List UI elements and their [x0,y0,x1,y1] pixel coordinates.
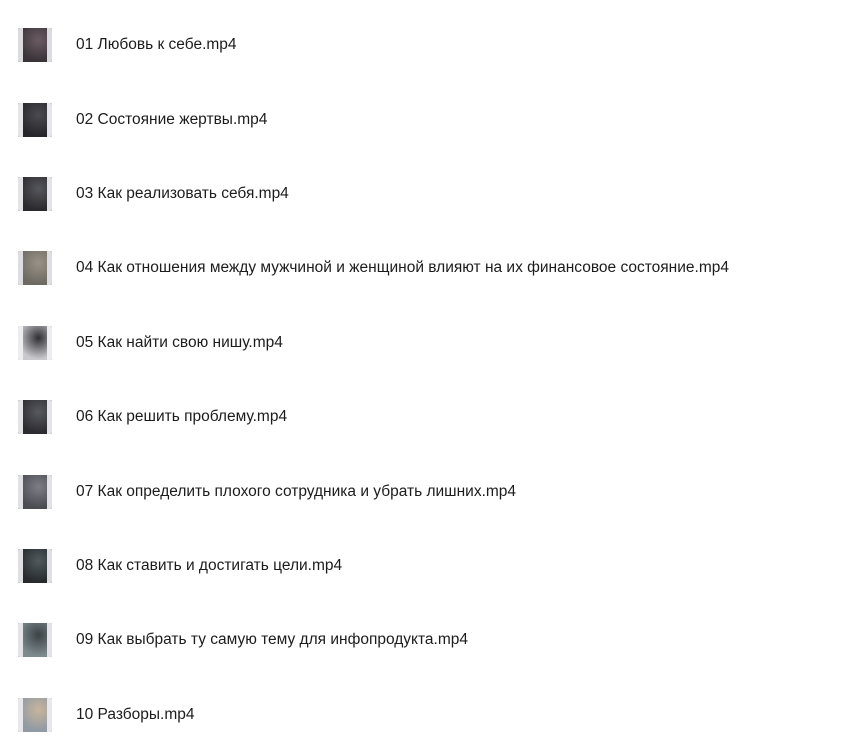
thumbnail-letterbox-left [18,28,23,62]
video-thumbnail-icon[interactable] [18,28,52,62]
list-item[interactable] [0,8,861,82]
thumbnail-letterbox-left [18,326,23,360]
file-name: 03 Как реализовать себя.mp4 [76,184,289,202]
thumbnail-letterbox-left [18,698,23,732]
list-item[interactable] [0,157,861,231]
thumbnail-letterbox-right [47,549,52,583]
file-name: 09 Как выбрать ту самую тему для инфопродукта.mp4 [76,631,468,649]
file-name: 06 Как решить проблему.mp4 [76,408,288,426]
file-name: 02 Состояние жертвы.mp4 [76,110,268,128]
file-name: 05 Как найти свою нишу.mp4 [76,333,283,351]
list-item[interactable] [0,603,861,677]
thumbnail-letterbox-left [18,549,23,583]
file-name: 04 Как отношения между мужчиной и женщиной влияют на их финансовое состояние.mp4 [76,259,729,277]
thumbnail-letterbox-right [47,475,52,509]
file-name: 07 Как определить плохого сотрудника и убрать лишних.mp4 [76,482,517,500]
video-thumbnail-icon[interactable] [18,177,52,211]
file-name: 08 Как ставить и достигать цели.mp4 [76,556,343,574]
list-item[interactable] [0,380,861,454]
thumbnail-letterbox-left [18,103,23,137]
thumbnail-letterbox-right [47,103,52,137]
list-item[interactable] [0,678,861,752]
thumbnail-letterbox-left [18,251,23,285]
list-item[interactable] [0,231,861,305]
thumbnail-letterbox-left [18,623,23,657]
list-item[interactable] [0,82,861,156]
thumbnail-letterbox-right [47,177,52,211]
video-thumbnail-icon[interactable] [18,326,52,360]
thumbnail-letterbox-right [47,623,52,657]
video-thumbnail-icon[interactable] [18,549,52,583]
thumbnail-letterbox-left [18,177,23,211]
video-thumbnail-icon[interactable] [18,103,52,137]
thumbnail-letterbox-left [18,400,23,434]
video-thumbnail-icon[interactable] [18,623,52,657]
thumbnail-letterbox-left [18,475,23,509]
list-item[interactable] [0,306,861,380]
video-thumbnail-icon[interactable] [18,400,52,434]
file-name: 01 Любовь к себе.mp4 [76,36,237,54]
video-thumbnail-icon[interactable] [18,698,52,732]
list-item[interactable] [0,529,861,603]
list-item[interactable] [0,454,861,528]
file-name: 10 Разборы.mp4 [76,705,195,723]
video-thumbnail-icon[interactable] [18,251,52,285]
thumbnail-letterbox-right [47,698,52,732]
thumbnail-letterbox-right [47,28,52,62]
thumbnail-letterbox-right [47,251,52,285]
thumbnail-letterbox-right [47,326,52,360]
video-thumbnail-icon[interactable] [18,475,52,509]
thumbnail-letterbox-right [47,400,52,434]
